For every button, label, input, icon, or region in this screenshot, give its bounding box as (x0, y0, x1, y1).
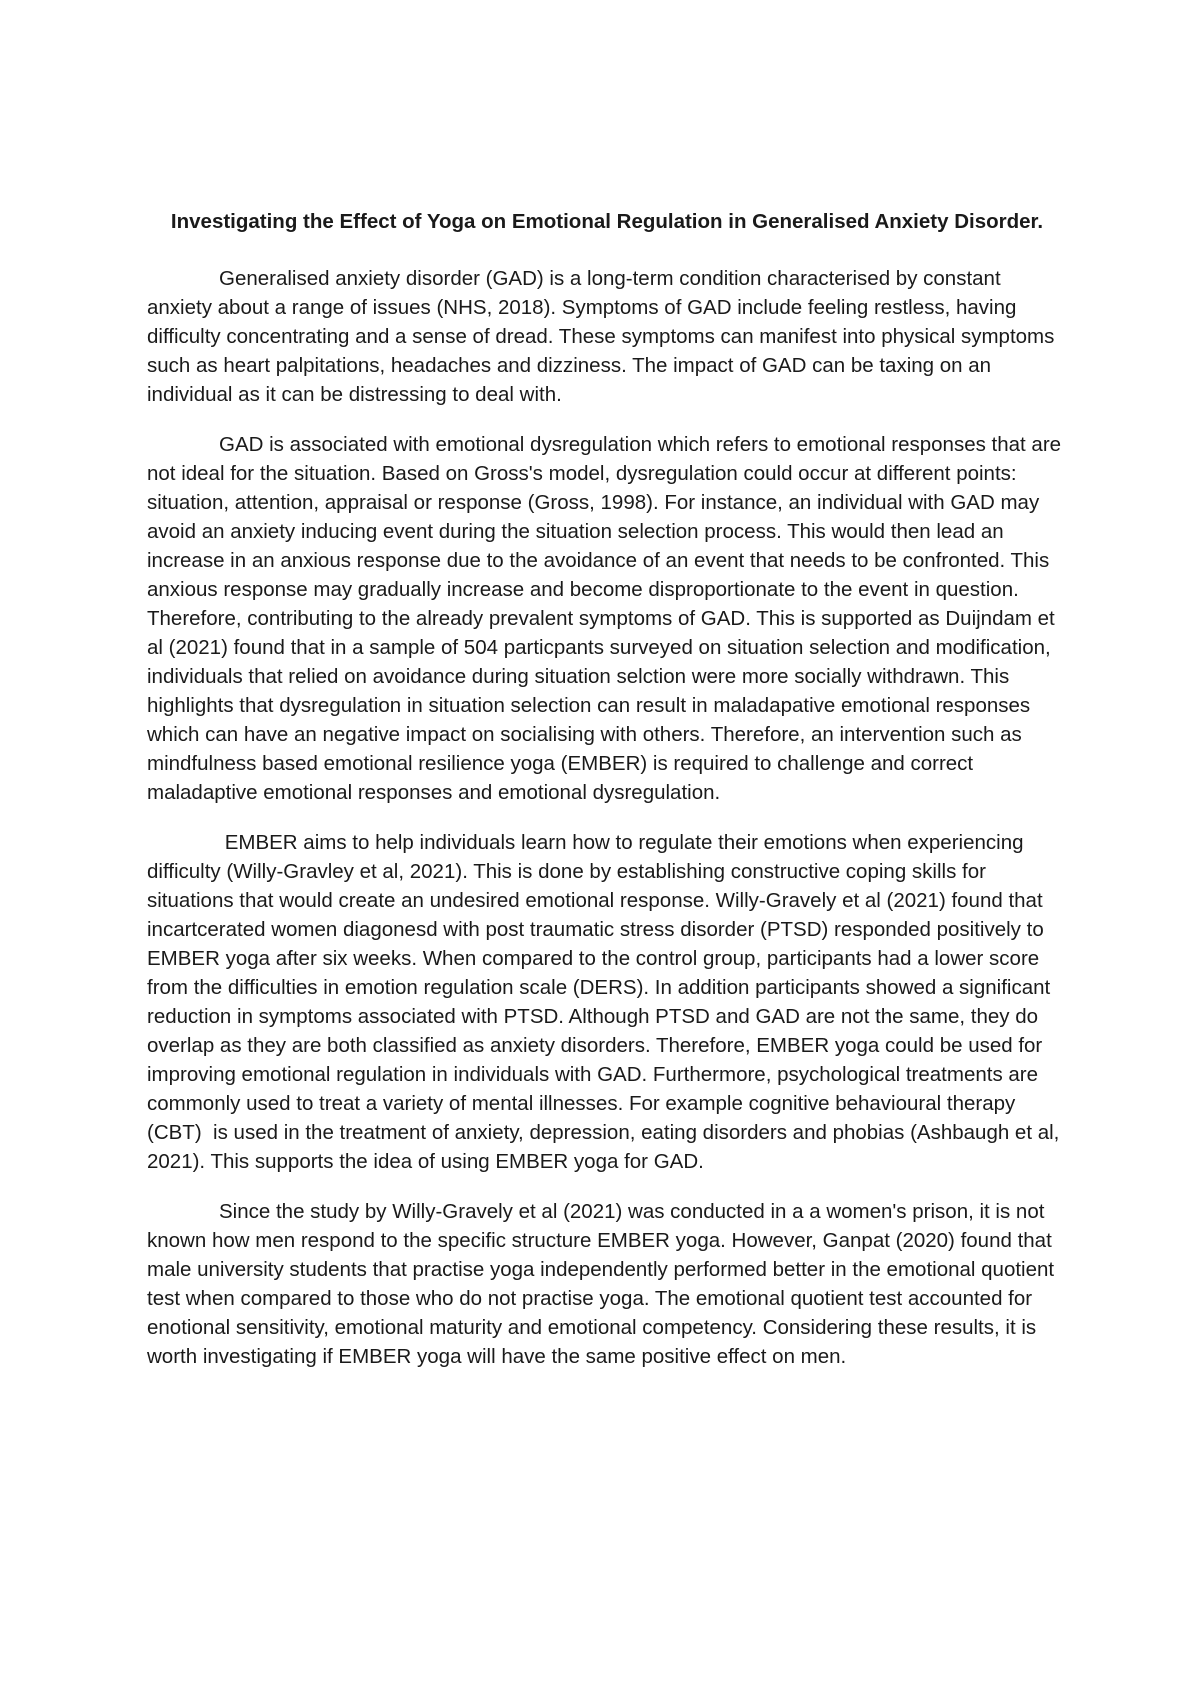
paragraph-gad-definition: Generalised anxiety disorder (GAD) is a long-term condition characterised by constant anxiety about a range of issues (NHS, 2018). Symptoms of GAD include feeling restless, having difficulty concentrating and a sense of dread. These symptoms can manifest into physical symptoms such as heart palpitations, headaches and dizziness. The impact of GAD can be taxing on an individual as it can be distressing to deal with. (147, 267, 1055, 406)
document-body (147, 207, 1067, 1392)
document-title: Investigating the Effect of Yoga on Emotional Regulation in Generalised Anxiety Disorder. (170, 210, 1044, 233)
paragraph-men-response: Since the study by Willy-Gravely et al (2021) was conducted in a a women's prison, it is not known how men respond to the specific structure EMBER yoga. However, Ganpat (2020) found that male university students that practise yoga independently performed better in the emotional quotient test when compared to those who do not practise yoga. The emotional quotient test accounted for enotional sensitivity, emotional maturity and emotional competency. Considering these results, it is worth investigating if EMBER yoga will have the same positive effect on men. (147, 1200, 1055, 1368)
paragraph-emotional-dysregulation: GAD is associated with emotional dysregulation which refers to emotional responses that are not ideal for the situation. Based on Gross's model, dysregulation could occur at different points: situation, attention, appraisal or response (Gross, 1998). For instance, an individual with GAD may avoid an anxiety inducing event during the situation selection process. This would then lead an increase in an anxious response due to the avoidance of an event that needs to be confronted. This anxious response may gradually increase and become disproportionate to the event in question. Therefore, contributing to the already prevalent symptoms of GAD. This is supported as Duijndam et al (2021) found that in a sample of 504 particpants surveyed on situation selection and modification, individuals that relied on avoidance during situation selction were more socially withdrawn. This highlights that dysregulation in situation selection can result in maladapative emotional responses which can have an negative impact on socialising with others. Therefore, an intervention such as mindfulness based emotional resilience yoga (EMBER) is required to challenge and correct maladaptive emotional responses and emotional dysregulation. (147, 433, 1062, 804)
paragraph-ember-yoga: EMBER aims to help individuals learn how to regulate their emotions when experiencing difficulty (Willy-Gravley et al, 2021). This is done by establishing constructive coping skills for situations that would create an undesired emotional response. Willy-Gravely et al (2021) found that incartcerated women diagonesd with post traumatic stress disorder (PTSD) responded positively to EMBER yoga after six weeks. When compared to the control group, participants had a lower score from the difficulties in emotion regulation scale (DERS). In addition participants showed a significant reduction in symptoms associated with PTSD. Although PTSD and GAD are not the same, they do overlap as they are both classified as anxiety disorders. Therefore, EMBER yoga could be used for improving emotional regulation in individuals with GAD. Furthermore, psychological treatments are commonly used to treat a variety of mental illnesses. For example cognitive behavioural therapy (CBT) is used in the treatment of anxiety, depression, eating disorders and phobias (Ashbaugh et al, 2021). This supports the idea of using EMBER yoga for GAD. (147, 831, 1066, 1173)
